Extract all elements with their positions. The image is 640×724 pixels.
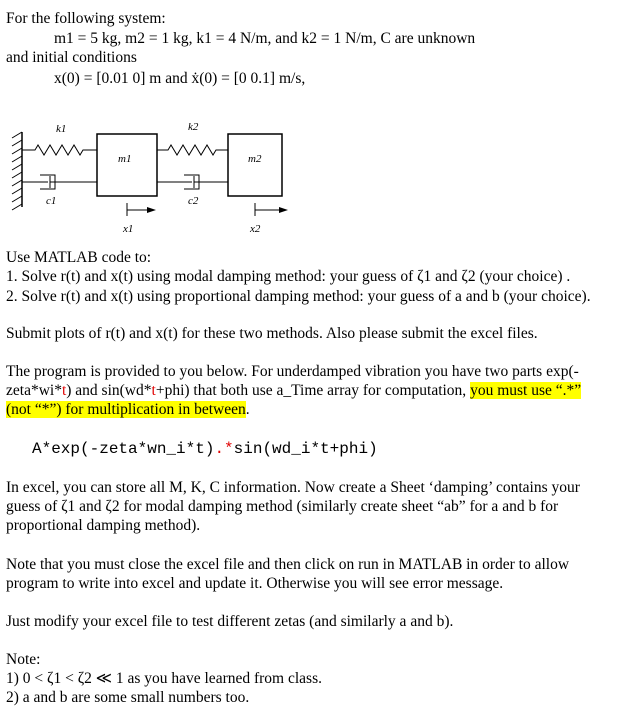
mass-m2	[228, 134, 282, 196]
label-k1: k1	[56, 123, 67, 135]
label-c2: c2	[188, 195, 199, 207]
label-m2: m2	[248, 153, 262, 165]
excel-line-2: guess of ζ1 and ζ2 for modal damping method (similarly create sheet “ab” for a and b for	[6, 498, 559, 515]
system-parameters: m1 = 5 kg, m2 = 1 kg, k1 = 4 N/m, and k2 = 1 N/m, C are unknown	[54, 30, 476, 47]
close-note-line-1: Note that you must close the excel file and then click on run in MATLAB in order to allow	[6, 556, 570, 573]
excel-line-3: proportional damping method).	[6, 517, 201, 534]
fixed-wall	[12, 132, 22, 210]
task-item-2: 2. Solve r(t) and x(t) using proportional damping method: your guess of a and b (your choice).	[6, 288, 591, 305]
note-item-1: 1) 0 < ζ1 < ζ2 ≪ 1 as you have learned from class.	[6, 670, 322, 687]
elementwise-multiply-operator: .*	[214, 440, 234, 458]
close-note-line-2: program to write into excel and update it. Otherwise you will see error message.	[6, 575, 504, 592]
notes-heading: Note:	[6, 651, 41, 668]
spring-k2	[157, 145, 228, 155]
label-k2: k2	[188, 121, 199, 133]
intro-line-1: For the following system:	[6, 10, 166, 27]
task-item-1: 1. Solve r(t) and x(t) using modal damping method: your guess of ζ1 and ζ2 (your choice) .	[6, 268, 571, 285]
damper-c2	[157, 175, 228, 189]
excel-line-1: In excel, you can store all M, K, C information. Now create a Sheet ‘damping’ contains your	[6, 479, 580, 496]
arrow-x2	[255, 203, 288, 216]
submit-instructions: Submit plots of r(t) and x(t) for these two methods. Also please submit the excel files.	[6, 325, 538, 342]
program-line-2: zeta*wi*t) and sin(wd*t+phi) that both use a_Time array for computation, you must use “.*”	[6, 382, 582, 399]
matlab-code-line: A*exp(-zeta*wn_i*t).*sin(wd_i*t+phi)	[32, 440, 378, 458]
intro-line-3: and initial conditions	[6, 49, 137, 66]
damper-c1	[22, 175, 97, 189]
label-m1: m1	[118, 153, 132, 165]
two-mass-spring-damper-diagram	[10, 112, 300, 237]
program-line-3: (not “*”) for multiplication in between.	[6, 401, 250, 418]
tasks-heading: Use MATLAB code to:	[6, 249, 152, 266]
mass-m1	[97, 134, 157, 196]
label-x2: x2	[250, 223, 261, 235]
note-item-2: 2) a and b are some small numbers too.	[6, 689, 250, 706]
spring-k1	[22, 145, 97, 155]
highlight-not-star: (not “*”) for multiplication in between	[6, 401, 246, 418]
initial-conditions: x(0) = [0.01 0] m and ẋ(0) = [0 0.1] m/s,	[54, 70, 306, 87]
label-c1: c1	[46, 195, 57, 207]
highlight-must-use: you must use “.*”	[470, 382, 582, 399]
program-line-1: The program is provided to you below. For underdamped vibration you have two parts exp(-	[6, 363, 579, 380]
modify-instruction: Just modify your excel file to test different zetas (and similarly a and b).	[6, 613, 454, 630]
label-x1: x1	[123, 223, 134, 235]
arrow-x1	[127, 203, 156, 216]
